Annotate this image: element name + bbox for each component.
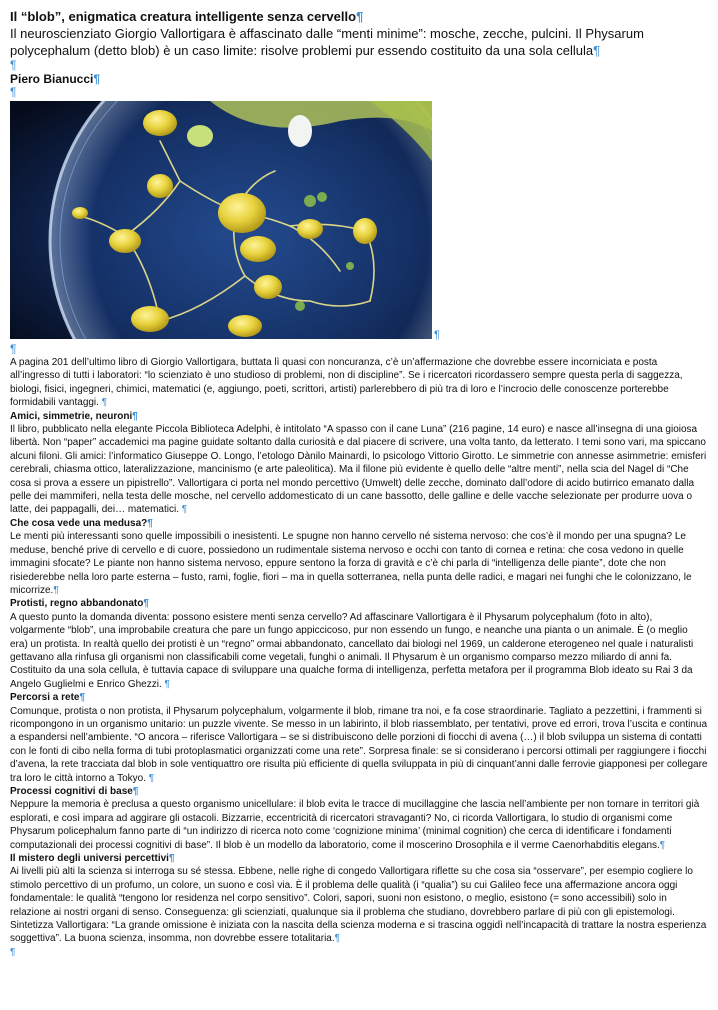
author-name: Piero Bianucci¶	[10, 72, 101, 86]
blob-photo-icon	[10, 101, 432, 339]
pilcrow-mark: ¶	[593, 43, 601, 58]
pilcrow-mark: ¶	[101, 397, 108, 409]
pilcrow-mark: ¶	[53, 584, 59, 596]
pilcrow-mark: ¶	[132, 786, 139, 797]
pilcrow-mark: ¶	[181, 504, 188, 516]
body-paragraph: A questo punto la domanda diventa: possono esistere menti senza cervello? Ad affascinare Vallortigara è il Physarum polycephalum (foto in alto), volgarmente “blob”, una improbabile creatura che pare un fungo appiccicoso, pur non essendo un fungo, e neanche una pianta o un animale. È (o meglio era) un protista. In realtà quello dei protisti è un “regno” ormai abbandonato, cancellato dai biologi nel 1969, un calderone eterogeneo nel quale i naturalisti gettavano alla rinfusa gli organismi non classificabili come vegetali, funghi o animali. Il Physarum è un organismo comparso mezzo miliardo di anni fa. Costituito da una sola cellula, è tuttavia capace di sviluppare una qualche forma di intelligenza, perfetta metafora per il programma Blob ideato su Rai 3 da Angelo Guglielmi e Enrico Ghezzi. ¶	[10, 611, 694, 690]
section-heading: Amici, simmetrie, neuroni¶	[10, 410, 138, 422]
body-paragraph: A pagina 201 dell’ultimo libro di Giorgio Vallortigara, buttata lì quasi con noncuranza, c’è un’affermazione che dovrebbe essere incorniciata e posta all’ingresso di tutti i laboratori: “lo scienziato è uno studioso di problemi, non di discipline”. Se i ricercatori ricordassero sempre questa perla di saggezza, biologi, fisici, ingegneri, chimici, matematici (e, aggiungo, poeti, scrittori, artisti) parlerebbero di più tra di loro e l’incrocio delle conoscenze porterebbe formidabili vantaggi. ¶	[10, 357, 683, 409]
pilcrow-mark: ¶	[148, 772, 155, 784]
section-heading: Percorsi a rete¶	[10, 692, 86, 704]
body-paragraph: Il libro, pubblicato nella elegante Piccola Biblioteca Adelphi, è intitolato “A spasso con il cane Luna” (216 pagine, 14 euro) e nasce all’insegna di una gioiosa libertà. Non “paper” accademici ma pagine guidate soltanto dalla curiosità e dal piacere di scrivere, una volta tanto, da letterato. I temi sono vari, ma spiccano alcuni filoni. Gli amici: l’informatico Giuseppe O. Longo, l’etologo Dànilo Mainardi, lo psicologo Vittorio Girotto. Le simmetrie con annesse asimmetrie: emisferi cerebrali, chiasma ottico, lateralizzazione, mancinismo (e arte paleolitica). Ma il filone più evidente è quello delle “altre menti”, nella scia del Nagel di “Che cosa si prova a essere un pipistrello”. Vallortigara ci porta nel mondo percettivo (Umwelt) delle zecche, dominato dall’odore di acido butirrico emanato dalla pelle dei mammiferi, nella testa delle mosche, nel cervello addomesticato di un cane bassotto, delle galline e delle vacche selezionate per produrre uova o latte, dei pappagalli, dei… matematici. ¶	[10, 424, 707, 516]
article-subtitle: Il neuroscienziato Giorgio Vallortigara è affascinato dalle “menti minime”: mosche, zecche, pulcini. Il Physarum polycephalum (detto blob) è un caso limite: risolve problemi pur essendo costituito da una sola cellula¶	[10, 26, 644, 58]
body-paragraph: Comunque, protista o non protista, il Physarum polycephalum, volgarmente il blob, rimane tra noi, e fa cose straordinarie. Tagliato a pezzettini, i frammenti si ricompongono in un organismo unitario: un puzzle vivente. Se messo in un labirinto, il blob riassemblato, per tentativi, prove ed errori, trova l’uscita e continua a espandersi nell’ambiente. “O ancora – riferisce Vallortigara – se si distribuiscono delle porzioni di fiocchi di avena (…) il blob sviluppa un sistema di contatti con le fonti di cibo nella forma di tubi protoplasmatici organizzati come una rete”. Sorpresa finale: se si considerano i percorsi ottimali per raggiungere i fiocchi d’avena, la rete tracciata dal blob in sole ventiquattro ore risulta più efficiente di quella sviluppata in più di cinquant’anni dalle ferrovie giapponesi per collegare tra loro le città intorno a Tokyo. ¶	[10, 705, 708, 784]
pilcrow-mark: ¶	[147, 517, 153, 529]
section-heading: Protisti, regno abbandonato¶	[10, 598, 149, 610]
pilcrow-mark: ¶	[356, 9, 364, 24]
pilcrow-mark: ¶	[132, 410, 138, 422]
pilcrow-mark: ¶	[143, 598, 149, 610]
article-body	[10, 356, 708, 959]
body-paragraph: Ai livelli più alti la scienza si interroga su sé stessa. Ebbene, nelle righe di congedo Vallortigara riflette su che cosa sia “osservare”, per esempio cogliere lo stimolo percettivo di un profumo, un colore, un suono e così via. È il problema delle qualità (i “qualia”) su cui Galileo fece una affermazione ancora oggi fondamentale: le qualità “tengono lor residenza nel corpo sensitivo”. Colori, sapori, suoni non esistono, o meglio, esistono (= sono accessibili) solo in relazione ai nostri organi di senso. Conseguenza: gli scienziati, qualunque sia il problema che studiano, dovrebbero parlare di più con gli epistemologi. Sintetizza Vallortigara: “La grande omissione è iniziata con la nascita della scienza moderna e si trascina oggidì nell’incapacità di trattare la nostra esperienza soggettiva”. La buona scienza, insomma, non dovrebbe essere totalitaria.¶	[10, 866, 707, 945]
empty-paragraph: ¶	[10, 946, 16, 958]
pilcrow-mark: ¶	[334, 933, 341, 945]
empty-paragraph: ¶	[10, 58, 17, 72]
empty-paragraph: ¶	[10, 342, 17, 356]
article-photo	[10, 101, 442, 339]
body-paragraph: Le menti più interessanti sono quelle impossibili o inesistenti. Le spugne non hanno cervello né sistema nervoso: che cos’è il mondo per una spugna? Le meduse, benché prive di cervello e di cuore, possiedono un rudimentale sistema nervoso e occhi con tanto di cornea e retina: che cosa vedono in quelle immagini sfocate? Le piante non hanno sistema nervoso, eppure sentono la forza di gravità e c’è chi parla di “intelligenza delle piante”, dote che non risiederebbe nella loro parte esterna – fusto, rami, foglie, fiori – ma in quella sotterranea, nella punta delle radici, e magari nei funghi che le colonizzano, le micorrize.¶	[10, 531, 692, 596]
pilcrow-mark: ¶	[79, 692, 86, 704]
pilcrow-mark: ¶	[434, 329, 440, 341]
section-heading: Che cosa vede una medusa?¶	[10, 517, 153, 529]
pilcrow-mark: ¶	[168, 853, 175, 865]
header-block	[10, 8, 708, 59]
body-paragraph: Neppure la memoria è preclusa a questo organismo unicellulare: il blob evita le tracce di mucillaggine che lascia nell’ambiente per non tornare in territori già esplorati, e così impara ad aggirare gli ostacoli. Bizzarrie, eccentricità di ricercatori stravaganti? No, ci ricorda Vallortigara, lo studio di organismi come Physarum policephalum fanno parte di “un indirizzo di ricerca noto come ‘cognizione minima’ (minimal cognition) che cerca di identificare i fondamenti computazionali dei processi cognitivi di base”. Il blob è un modello da laboratorio, come il moscerino Drosophila e il verme Caenorhabditis elegans.¶	[10, 799, 700, 851]
empty-paragraph: ¶	[10, 85, 17, 99]
pilcrow-mark: ¶	[164, 678, 170, 690]
section-heading: Il mistero degli universi percettivi¶	[10, 853, 175, 865]
pilcrow-mark: ¶	[93, 72, 101, 86]
section-heading: Processi cognitivi di base¶	[10, 786, 139, 797]
article-title: Il “blob”, enigmatica creatura intelligente senza cervello¶	[10, 9, 364, 24]
pilcrow-mark: ¶	[659, 839, 666, 851]
